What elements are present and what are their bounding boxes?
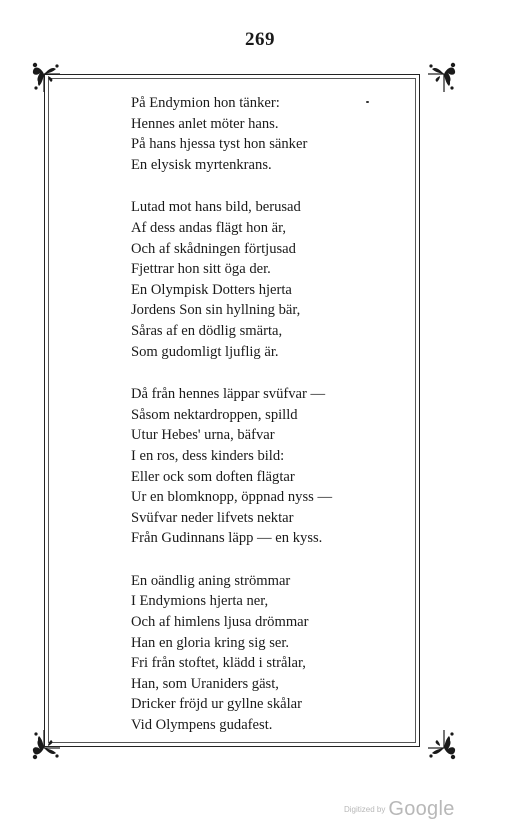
poem-line: Fjettrar hon sitt öga der. [131,261,271,278]
page-number: 269 [245,29,275,50]
poem-line: I Endymions hjerta ner, [131,593,269,610]
poem-line: Vid Olympens gudafest. [131,717,273,734]
poem-line: Ur en blomknopp, öppnad nyss — [131,489,333,506]
poem-line: Hennes anlet möter hans. [131,115,279,132]
poem-line: En Olympisk Dotters hjerta [131,281,292,298]
floral-corner-ornament-icon [30,60,64,94]
poem-line: Han en gloria kring sig ser. [131,634,290,651]
floral-corner-ornament-icon [424,60,458,94]
poem-line: Lutad mot hans bild, berusad [131,199,301,216]
poem-line: Såras af en dödlig smärta, [131,322,283,339]
floral-corner-ornament-icon [30,728,64,762]
poem-line: På Endymion hon tänker: [131,95,280,111]
digitized-by-google-watermark [344,798,455,821]
poem-line: Som gudomligt ljuflig är. [131,343,279,360]
poem-line: En oändlig aning strömmar [131,572,291,589]
poem-line: Från Gudinnans läpp — en kyss. [131,530,323,547]
poem-line: Utur Hebes' urna, bäfvar [131,427,275,444]
poem-line: På hans hjessa tyst hon sänker [131,136,308,153]
poem-line: Då från hennes läppar svüfvar — [131,386,326,403]
watermark-prefix: Digitized by [344,805,386,814]
watermark-brand: Google [388,798,455,820]
poem-line: Svüfvar neder lifvets nektar [131,509,294,526]
poem-line: Jordens Son sin hyllning bär, [131,302,301,319]
poem-body [131,93,411,736]
poem-line: Och af skådningen förtjusad [131,240,296,257]
poem-line: En elysisk myrtenkrans. [131,156,272,173]
stanza-1 [131,93,411,175]
poem-line: Och af himlens ljusa drömmar [131,614,309,631]
poem-line: Eller ock som doften flägtar [131,468,295,485]
poem-line: I en ros, dess kinders bild: [131,447,285,464]
poem-line: Fri från stoftet, klädd i strålar, [131,655,306,672]
poem-line: Såsom nektardroppen, spilld [131,406,298,423]
poem-line: Han, som Uraniders gäst, [131,675,279,692]
floral-corner-ornament-icon [424,728,458,762]
poem-line: Af dess andas flägt hon är, [131,219,287,236]
stanza-3 [131,384,411,549]
stanza-4 [131,571,411,736]
poem-line: Dricker fröjd ur gyllne skålar [131,696,303,713]
stanza-2 [131,197,411,362]
